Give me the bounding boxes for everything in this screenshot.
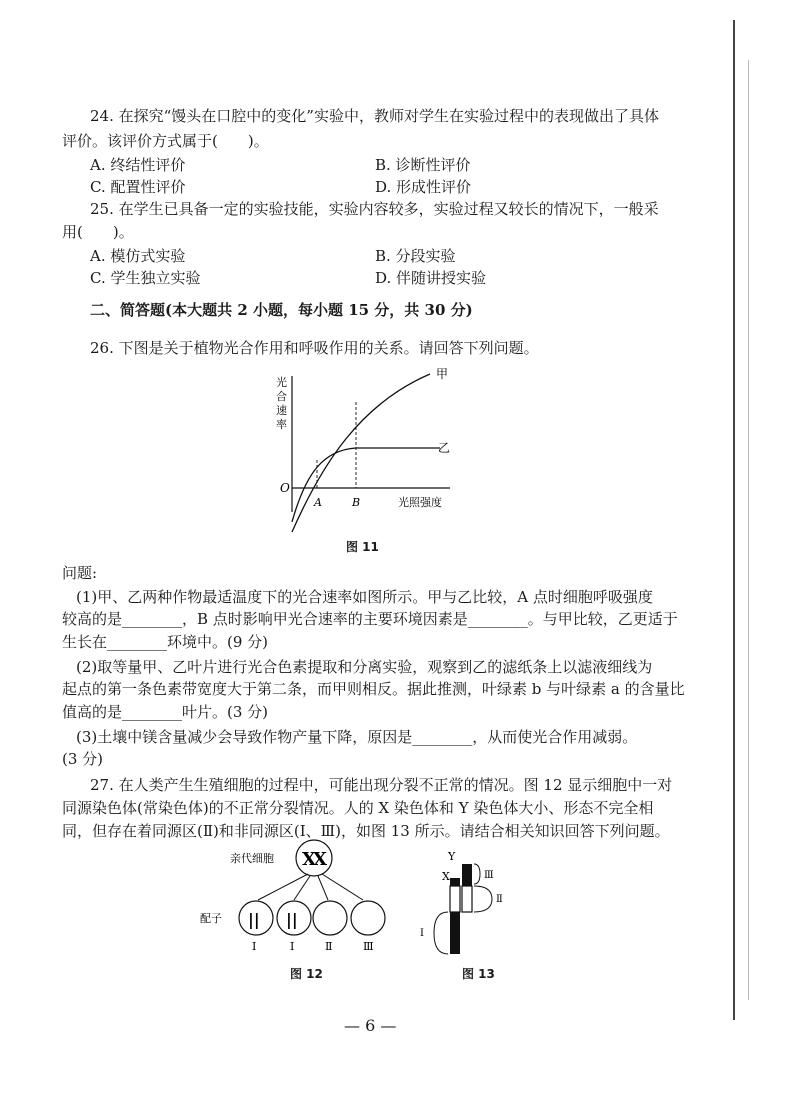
scan-edge-line [733, 20, 735, 1020]
q27-line2: 同源染色体(常染色体)的不正常分裂情况。人的 X 染色体和 Y 染色体大小、形态不完全相 [62, 799, 654, 817]
y-axis-label-3: 速 [276, 404, 287, 417]
curve-yi-label: 乙 [438, 441, 451, 455]
figure-13-caption: 图 13 [462, 967, 495, 981]
region-1-label: Ⅰ [420, 928, 424, 939]
figure-11-graph [270, 364, 470, 534]
figure-12-caption: 图 12 [290, 967, 323, 981]
scan-edge-line-faint [748, 60, 749, 1000]
y-chromosome-homologous [462, 886, 472, 912]
region-3-label: Ⅲ [484, 870, 494, 881]
gamete-2-chromosomes: || [286, 910, 298, 929]
q25-line1: 25. 在学生已具备一定的实验技能，实验内容较多，实验过程又较长的情况下，一般采 [90, 200, 659, 218]
origin-label: O [280, 481, 290, 495]
parent-chromosome-x2: X [313, 849, 327, 870]
curve-yi [292, 448, 440, 522]
q26-part1-line3: 生长在________环境中。(9 分) [62, 633, 269, 651]
arrow-to-gamete-3 [318, 876, 328, 900]
gamete-cell-4 [351, 901, 385, 935]
q25-option-b: B. 分段实验 [375, 247, 456, 265]
figure-11-caption: 图 11 [346, 540, 379, 554]
region-3-bracket [474, 864, 480, 884]
x-axis-label: 光照强度 [398, 496, 442, 509]
parent-cell-label: 亲代细胞 [230, 852, 274, 865]
region-1-bracket [434, 912, 448, 954]
gamete-label: 配子 [200, 912, 222, 925]
q25-line2: 用( )。 [62, 223, 134, 241]
q27-line3: 同，但存在着同源区(Ⅱ)和非同源区(Ⅰ、Ⅲ)，如图 13 所示。请结合相关知识回答下列问题。 [62, 822, 670, 840]
figure-12-diagram [198, 832, 398, 962]
q26-part3-line2: (3 分) [62, 750, 104, 768]
curve-jia-label: 甲 [436, 367, 449, 381]
q26-part1-line2: 较高的是________，B 点时影响甲光合速率的主要环境因素是________。与甲比较，乙更适于 [62, 610, 678, 628]
parent-chromosome-x: X [302, 849, 316, 870]
page-number: — 6 — [344, 1016, 397, 1035]
gamete-2-label: Ⅰ [290, 940, 295, 953]
q25-option-a: A. 模仿式实验 [90, 247, 186, 265]
q27-line1: 27. 在人类产生生殖细胞的过程中，可能出现分裂不正常的情况。图 12 显示细胞中一对 [90, 776, 673, 794]
q26-part2-line2: 起点的第一条色素带宽度大于第二条，而甲则相反。据此推测，叶绿素 b 与叶绿素 a 的含量比 [62, 680, 685, 698]
gamete-3-label: Ⅱ [325, 940, 333, 953]
tick-b-label: B [352, 496, 361, 509]
q26-part1-line1: (1)甲、乙两种作物最适温度下的光合速率如图所示。甲与乙比较，A 点时细胞呼吸强度 [76, 588, 653, 606]
q24-option-d: D. 形成性评价 [375, 178, 472, 196]
x-chromosome-label: X [442, 870, 450, 883]
arrow-to-gamete-1 [258, 874, 308, 900]
q24-option-a: A. 终结性评价 [90, 156, 186, 174]
arrow-to-gamete-4 [322, 874, 363, 900]
x-chromosome-bottom [450, 912, 460, 954]
gamete-4-label: Ⅲ [363, 940, 374, 953]
q24-line1: 24. 在探究“馒头在口腔中的变化”实验中，教师对学生在实验过程中的表现做出了具体 [90, 107, 659, 125]
gamete-1-chromosomes: || [248, 910, 260, 929]
q26-part3-line1: (3)土壤中镁含量减少会导致作物产量下降，原因是________，从而使光合作用减弱。 [76, 728, 638, 746]
q26-stem: 26. 下图是关于植物光合作用和呼吸作用的关系。请回答下列问题。 [90, 339, 539, 357]
gamete-1-label: Ⅰ [252, 940, 257, 953]
gamete-cell-3 [313, 901, 347, 935]
region-2-label: Ⅱ [496, 894, 503, 905]
q24-option-b: B. 诊断性评价 [375, 156, 471, 174]
q25-option-c: C. 学生独立实验 [90, 269, 201, 287]
figure-13-diagram [408, 850, 528, 960]
region-2-bracket [474, 886, 492, 912]
x-chromosome-homologous [450, 886, 460, 912]
x-chromosome-top [450, 878, 460, 886]
q24-option-c: C. 配置性评价 [90, 178, 186, 196]
y-axis-label-4: 率 [276, 418, 287, 431]
q26-question-label: 问题: [62, 564, 98, 582]
y-chromosome-top [462, 864, 472, 886]
y-axis-label-1: 光 [276, 376, 287, 389]
q24-line2: 评价。该评价方式属于( )。 [62, 132, 269, 150]
q25-option-d: D. 伴随讲授实验 [375, 269, 487, 287]
y-axis-label-2: 合 [276, 390, 287, 403]
y-chromosome-label: Y [448, 850, 456, 863]
section-heading: 二、简答题(本大题共 2 小题，每小题 15 分，共 30 分) [90, 301, 473, 319]
q26-part2-line3: 值高的是________叶片。(3 分) [62, 703, 269, 721]
q26-part2-line1: (2)取等量甲、乙叶片进行光合色素提取和分离实验，观察到乙的滤纸条上以滤液细线为 [76, 658, 653, 676]
tick-a-label: A [314, 496, 322, 509]
